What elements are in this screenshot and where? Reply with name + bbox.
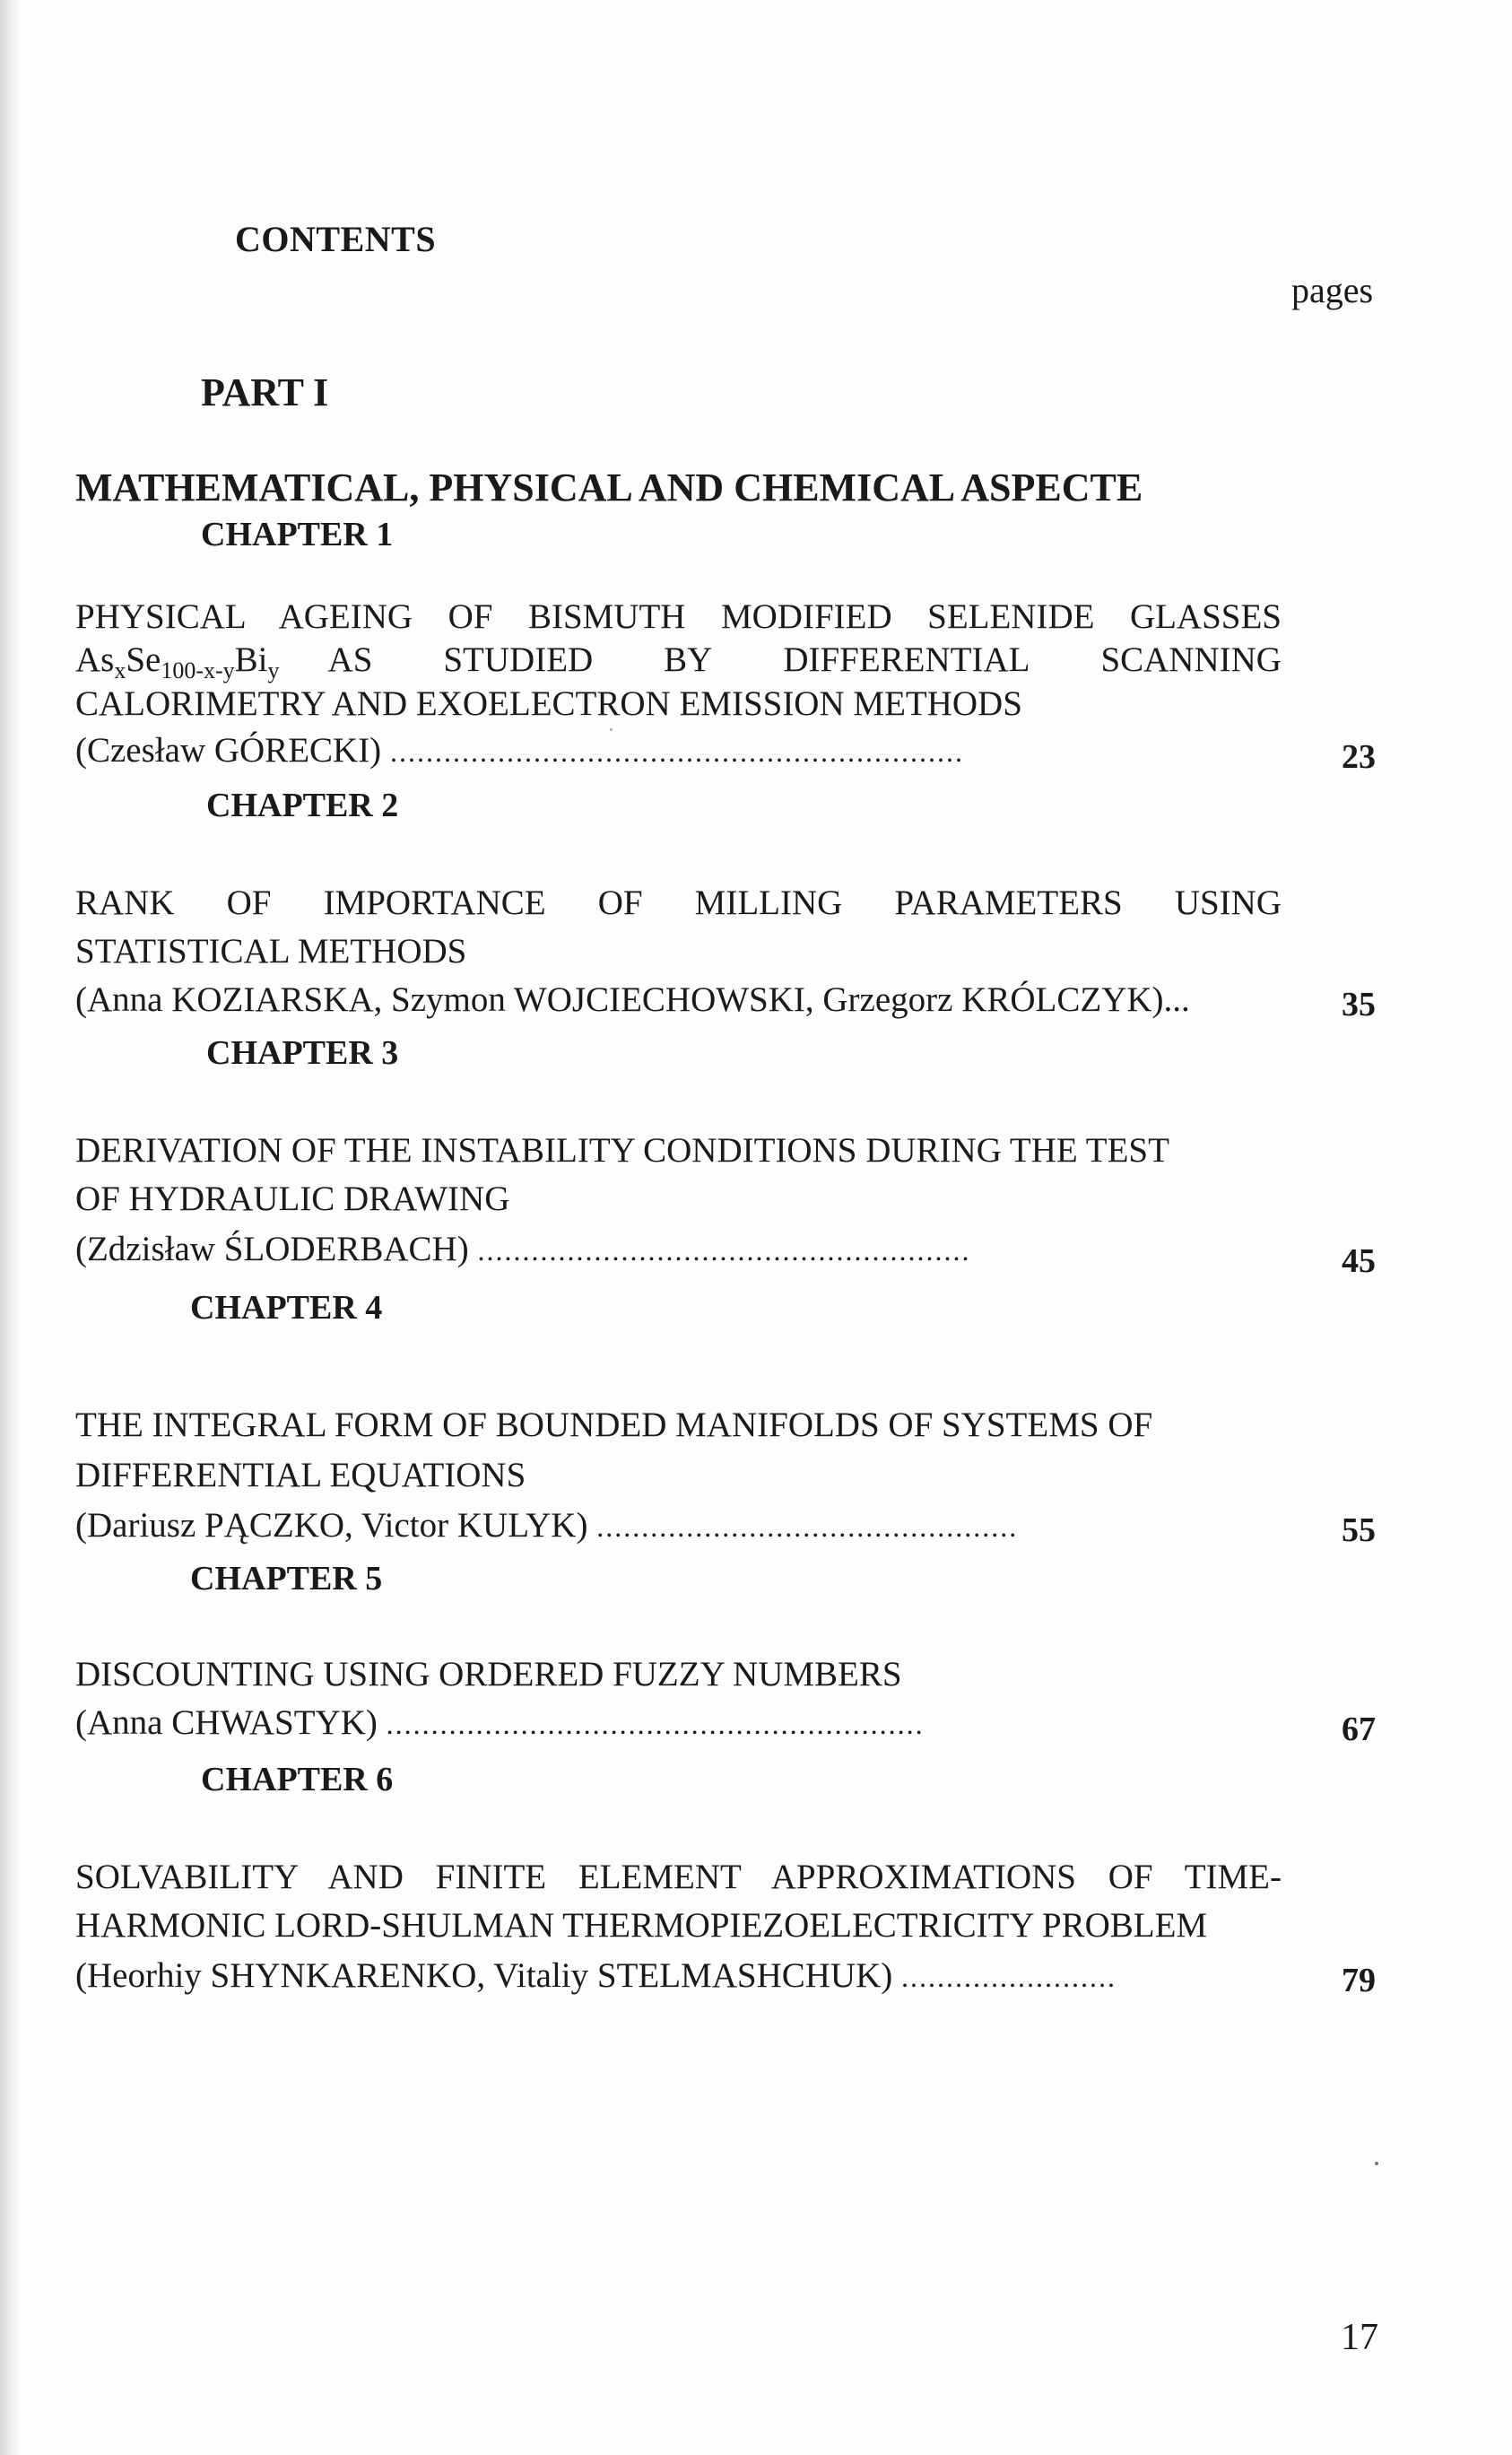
chapter-3-label: CHAPTER 3: [206, 1034, 399, 1072]
chapter-1-title-word: BY: [664, 640, 713, 679]
pages-column-label: pages: [1291, 270, 1374, 310]
chapter-2-authors: (Anna KOZIARSKA, Szymon WOJCIECHOWSKI, Grzegorz KRÓLCZYK)...: [75, 980, 1190, 1019]
chapter-3-leader-dots: .......................................................: [477, 1234, 971, 1267]
chapter-6-page[interactable]: 79: [1342, 1962, 1376, 1999]
scan-speck: [610, 728, 613, 731]
chemical-formula: $As_xSe_{100-x-y}Bi_y$: [75, 640, 280, 683]
chapter-4-page[interactable]: 55: [1342, 1511, 1376, 1549]
chapter-2-page[interactable]: 35: [1342, 986, 1376, 1023]
chapter-4-title-line-1: THE INTEGRAL FORM OF BOUNDED MANIFOLDS OF SYSTEMS OF: [75, 1406, 1153, 1444]
chapter-3-title-line-1: DERIVATION OF THE INSTABILITY CONDITIONS DURING THE TEST: [75, 1131, 1169, 1170]
chapter-4-leader-dots: ...............................................: [596, 1510, 1019, 1543]
chapter-1-title-line-2: [75, 640, 1282, 683]
chapter-4-title-line-2: DIFFERENTIAL EQUATIONS: [75, 1456, 526, 1494]
chapter-5-page[interactable]: 67: [1342, 1711, 1376, 1748]
chapter-6-label: CHAPTER 6: [201, 1761, 394, 1798]
chapter-6-title-line-2: HARMONIC LORD-SHULMAN THERMOPIEZOELECTRICITY PROBLEM: [75, 1906, 1208, 1945]
chapter-1-title-word: DIFFERENTIAL: [783, 640, 1030, 679]
chapter-1-title-word: STUDIED: [443, 640, 594, 679]
chapter-2-title-line-2: STATISTICAL METHODS: [75, 932, 467, 971]
chapter-5-title-line-1: DISCOUNTING USING ORDERED FUZZY NUMBERS: [75, 1655, 902, 1693]
chapter-1-authors: (Czesław GÓRECKI) ................................................................: [75, 731, 964, 770]
chapter-2-label: CHAPTER 2: [206, 787, 399, 824]
chapter-4-authors: (Dariusz PĄCZKO, Victor KULYK) ...............................................: [75, 1506, 1019, 1545]
chapter-3-title-line-2: OF HYDRAULIC DRAWING: [75, 1180, 510, 1218]
contents-title: CONTENTS: [235, 219, 437, 259]
scan-speck: [1375, 2162, 1378, 2165]
chapter-3-page[interactable]: 45: [1342, 1242, 1376, 1280]
part-title: PART I: [201, 370, 329, 414]
chapter-1-title-line-3: CALORIMETRY AND EXOELECTRON EMISSION METHODS: [75, 684, 1022, 723]
chapter-1-page[interactable]: 23: [1342, 738, 1376, 776]
chapter-6-authors: (Heorhiy SHYNKARENKO, Vitaliy STELMASHCHUK) ........................: [75, 1956, 1117, 1995]
section-title: MATHEMATICAL, PHYSICAL AND CHEMICAL ASPECTE: [75, 466, 1143, 509]
chapter-2-title-line-1: RANK OF IMPORTANCE OF MILLING PARAMETERS USING: [75, 884, 1282, 922]
chapter-1-title-line-1: PHYSICAL AGEING OF BISMUTH MODIFIED SELENIDE GLASSES: [75, 597, 1282, 636]
scan-shadow-edge: [0, 0, 20, 2455]
chapter-1-title-word: SCANNING: [1100, 640, 1282, 679]
chapter-1-label: CHAPTER 1: [201, 516, 394, 553]
chapter-1-leader-dots: ................................................................: [389, 736, 964, 768]
chapter-4-label: CHAPTER 4: [190, 1289, 383, 1327]
chapter-5-leader-dots: ............................................................: [386, 1708, 925, 1740]
chapter-1-title-word: AS: [327, 640, 373, 679]
chapter-6-title-line-1: SOLVABILITY AND FINITE ELEMENT APPROXIMATIONS OF TIME-: [75, 1858, 1282, 1896]
chapter-5-authors: (Anna CHWASTYK) ............................................................: [75, 1703, 925, 1742]
chapter-6-leader-dots: ........................: [901, 1961, 1117, 1993]
chapter-3-authors: (Zdzisław ŚLODERBACH) .......................................................: [75, 1230, 971, 1268]
chapter-5-label: CHAPTER 5: [190, 1560, 383, 1597]
page-number: 17: [1341, 2317, 1378, 2358]
chapter-1-title-line-2-rest: [328, 640, 1282, 680]
